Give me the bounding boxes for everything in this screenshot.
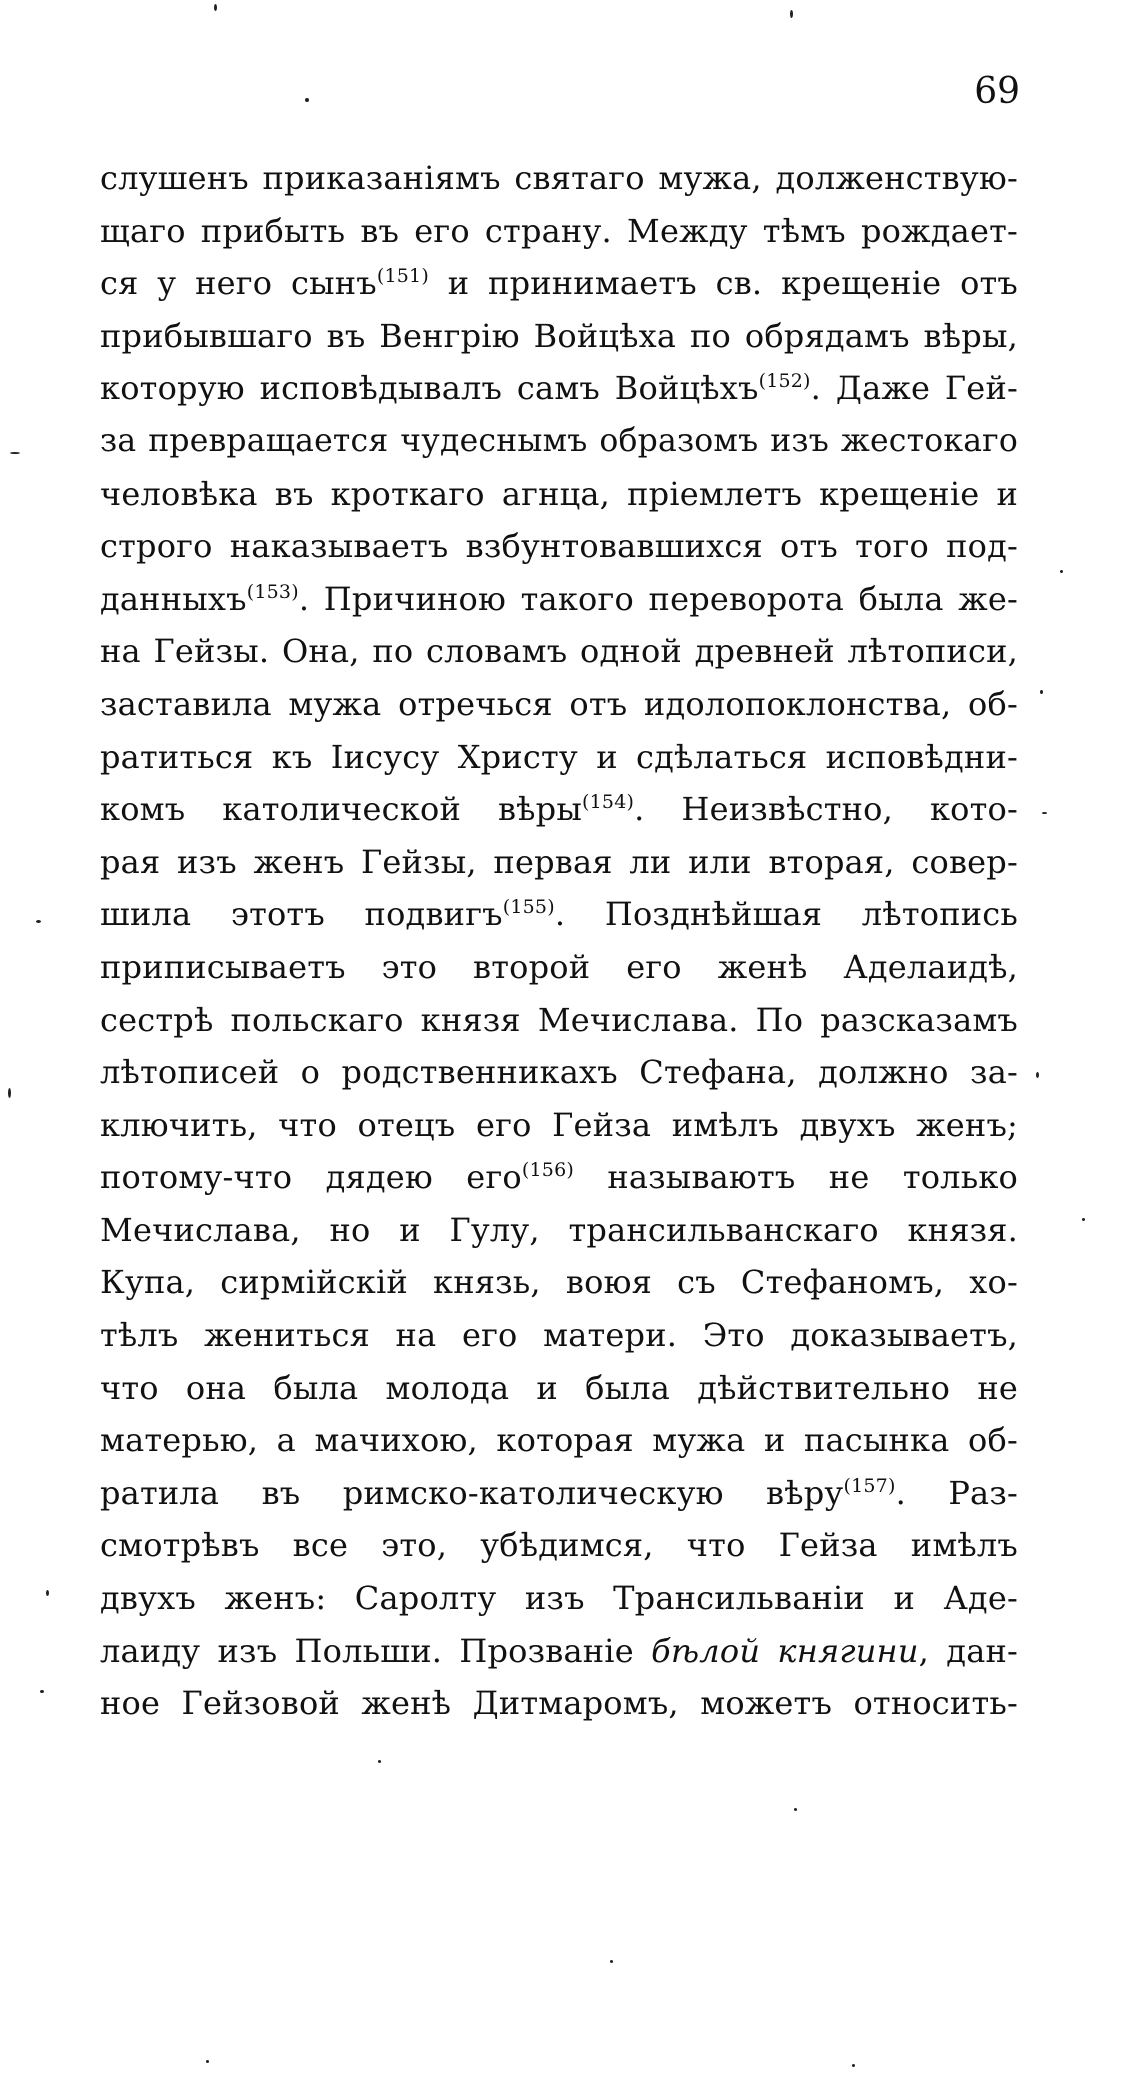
- text-segment: Купа, сирмійскій князь, воюя съ Стефаномъ, хо-: [100, 1263, 1018, 1302]
- speck: [790, 10, 793, 18]
- text-segment: . Раз-: [895, 1473, 1018, 1512]
- text-segment: . Позднѣйшая лѣтопись: [554, 895, 1018, 934]
- text-segment: Мечислава, но и Гулу, трансильванскаго князя.: [100, 1210, 1018, 1249]
- speck: [1060, 570, 1063, 573]
- text-line: [100, 1414, 1018, 1467]
- text-line: [100, 1467, 1018, 1520]
- text-segment: смотрѣвъ все это, убѣдимся, что Гейза имѣлъ: [100, 1526, 1018, 1565]
- text-segment: прибывшаго въ Венгрію Войцѣха по обрядамъ вѣры,: [100, 316, 1018, 355]
- text-line: [100, 310, 1018, 363]
- speck: [1042, 812, 1047, 814]
- text-segment: тѣлъ жениться на его матери. Это доказываетъ,: [100, 1316, 1018, 1355]
- speck: [1082, 1218, 1085, 1221]
- body-text: [100, 152, 1018, 1730]
- text-segment: рая изъ женъ Гейзы, первая ли или вторая, совер-: [100, 842, 1018, 881]
- text-line: [100, 625, 1018, 678]
- text-segment: щаго прибыть въ его страну. Между тѣмъ рождает-: [100, 211, 1018, 250]
- footnote-marker: (156): [521, 1159, 574, 1182]
- text-segment: что она была молода и была дѣйствительно не: [100, 1368, 1018, 1407]
- text-line: [100, 257, 1018, 310]
- text-segment: приписываетъ это второй его женѣ Аделаидѣ,: [100, 947, 1018, 986]
- text-segment: за превращается чудеснымъ образомъ изъ жестокаго: [100, 422, 1018, 459]
- text-line: [100, 941, 1018, 994]
- text-line: [100, 1625, 1018, 1678]
- footnote-marker: (157): [843, 1474, 896, 1497]
- text-line: [100, 1677, 1018, 1730]
- text-line: [100, 573, 1018, 626]
- speck: [40, 1690, 44, 1693]
- text-segment: ное Гейзовой женѣ Дитмаромъ, можетъ относить-: [100, 1684, 1018, 1723]
- text-line: [100, 1256, 1018, 1309]
- page-number: 69: [974, 71, 1020, 112]
- speck: [36, 920, 41, 923]
- text-segment: называютъ не только: [573, 1158, 1019, 1197]
- speck: [206, 2060, 209, 2063]
- text-line: [100, 152, 1018, 205]
- text-line: [100, 362, 1018, 415]
- text-line: [100, 1204, 1018, 1257]
- text-segment: и принимаетъ св. крещеніе отъ: [428, 264, 1018, 303]
- text-segment: потому-что дядею его: [100, 1158, 522, 1197]
- text-line: [100, 1099, 1018, 1152]
- text-segment: слушенъ приказаніямъ святаго мужа, долженствую-: [100, 159, 1018, 197]
- text-segment: данныхъ: [100, 579, 247, 618]
- text-line: [100, 468, 1018, 521]
- speck: [1036, 1072, 1039, 1078]
- speck: [852, 2064, 855, 2067]
- text-line: [100, 678, 1018, 731]
- text-segment: комъ католической вѣры: [100, 790, 583, 829]
- speck: [610, 1960, 613, 1963]
- text-segment: которую исповѣдывалъ самъ Войцѣхъ: [100, 369, 759, 408]
- speck: [378, 1760, 381, 1763]
- footnote-marker: (152): [758, 370, 811, 393]
- footnote-marker: (155): [502, 896, 555, 919]
- text-segment: заставила мужа отречься отъ идолопоклонства, об-: [100, 684, 1018, 723]
- text-line: [100, 205, 1018, 258]
- italic-phrase: бѣлой княгини: [651, 1631, 919, 1670]
- footnote-marker: (154): [582, 791, 635, 814]
- text-line: [100, 994, 1018, 1047]
- text-line: [100, 1572, 1018, 1625]
- text-line: [100, 415, 1018, 468]
- speck: [8, 1088, 11, 1098]
- speck: [1040, 690, 1043, 694]
- text-line: [100, 1309, 1018, 1362]
- speck: [10, 452, 20, 454]
- text-line: [100, 1519, 1018, 1572]
- text-segment: . Причиною такого переворота была же-: [298, 579, 1018, 618]
- text-segment: человѣка въ кроткаго агнца, пріемлетъ крещеніе и: [100, 474, 1018, 513]
- text-segment: двухъ женъ: Саролту изъ Трансильваніи и Аде-: [100, 1579, 1018, 1618]
- text-segment: . Даже Гей-: [810, 369, 1018, 408]
- text-segment: ся у него сынъ: [100, 264, 377, 303]
- text-segment: матерью, а мачихою, которая мужа и пасынка об-: [100, 1421, 1018, 1460]
- speck: [214, 4, 217, 11]
- text-line: [100, 731, 1018, 784]
- text-segment: . Неизвѣстно, кото-: [634, 790, 1018, 829]
- text-segment: ратиться къ Іисусу Христу и сдѣлаться исповѣдни-: [100, 737, 1018, 776]
- text-segment: лѣтописей о родственникахъ Стефана, должно за-: [100, 1053, 1018, 1092]
- text-line: [100, 520, 1018, 573]
- text-segment: ключить, что отецъ его Гейза имѣлъ двухъ женъ;: [100, 1105, 1018, 1144]
- text-line: [100, 1151, 1018, 1204]
- text-line: [100, 1362, 1018, 1415]
- text-segment: строго наказываетъ взбунтовавшихся отъ того под-: [100, 527, 1018, 566]
- speck: [46, 1590, 49, 1596]
- text-segment: на Гейзы. Она, по словамъ одной древней лѣтописи,: [100, 632, 1018, 671]
- text-segment: ратила въ римско-католическую вѣру: [100, 1473, 844, 1512]
- footnote-marker: (153): [246, 580, 299, 603]
- speck: [305, 98, 309, 102]
- text-line: [100, 888, 1018, 941]
- speck: [794, 1808, 797, 1811]
- text-segment: шила этотъ подвигъ: [100, 895, 503, 934]
- footnote-marker: (151): [376, 265, 429, 288]
- text-line: [100, 783, 1018, 836]
- text-segment: лаиду изъ Польши. Прозваніе: [100, 1631, 652, 1670]
- text-segment: , дан-: [918, 1631, 1019, 1670]
- text-line: [100, 836, 1018, 889]
- text-line: [100, 1046, 1018, 1099]
- text-segment: сестрѣ польскаго князя Мечислава. По разсказамъ: [100, 1000, 1018, 1039]
